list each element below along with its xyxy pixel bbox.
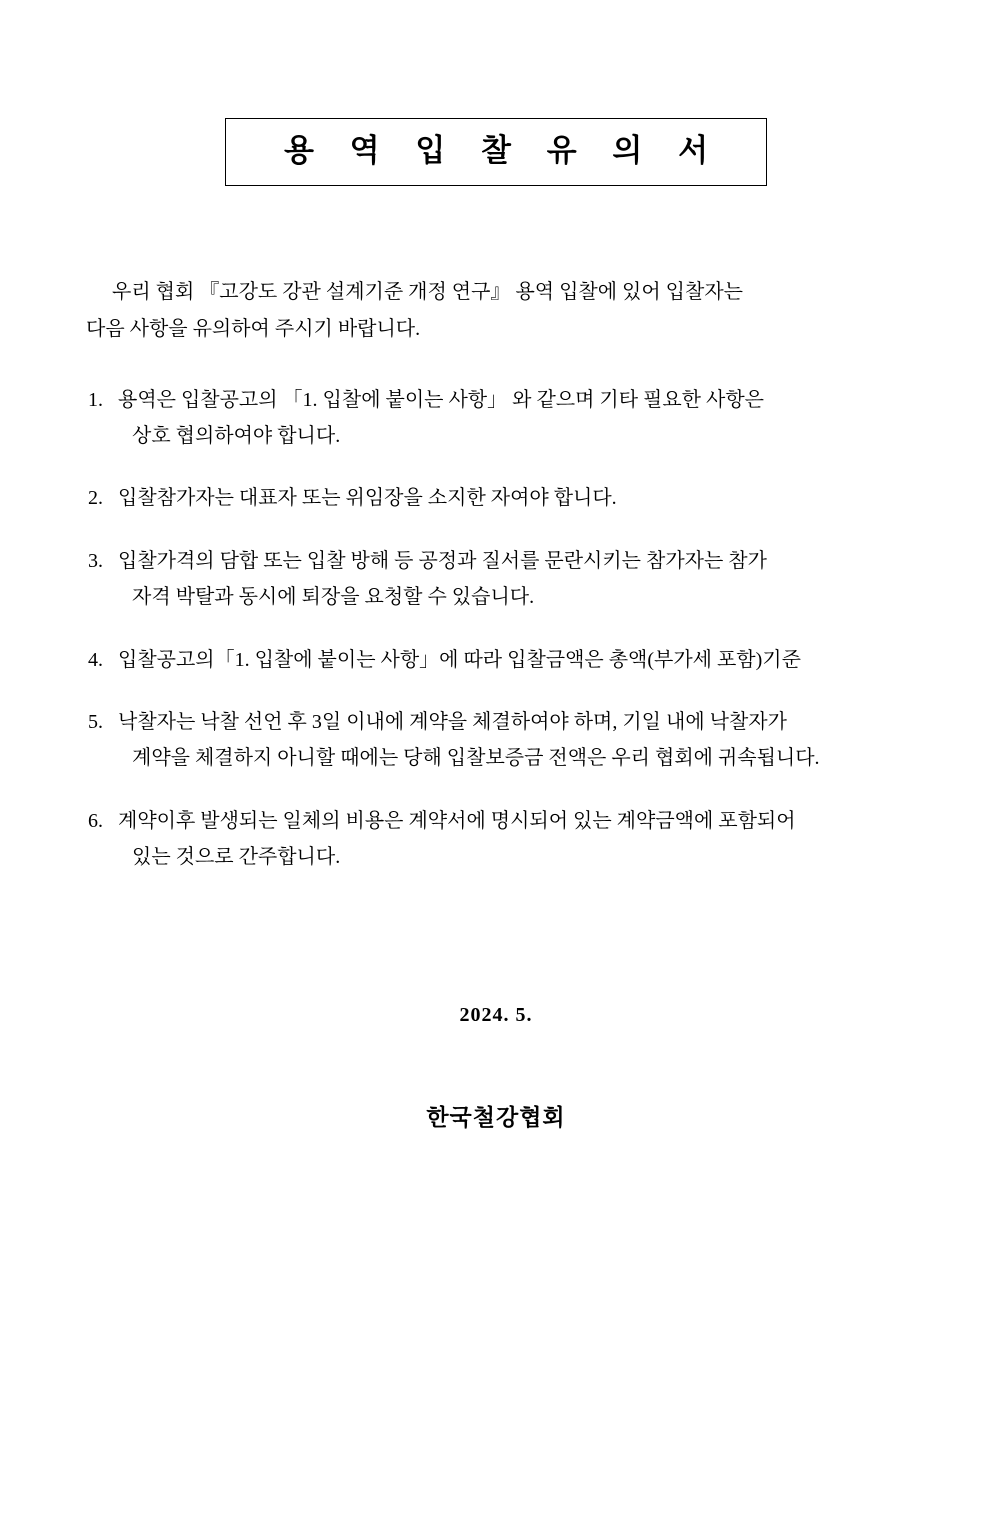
clause-number: 6. xyxy=(88,809,103,832)
document-page xyxy=(0,118,992,1521)
clause-line-1: 낙찰자는 낙찰 선언 후 3일 이내에 계약을 체결하여야 하며, 기일 내에 낙찰자가 xyxy=(118,710,787,733)
clause-line-1: 계약이후 발생되는 일체의 비용은 계약서에 명시되어 있는 계약금액에 포함되어 xyxy=(118,809,796,832)
clause-text xyxy=(118,480,906,516)
clause-number: 5. xyxy=(88,710,103,733)
clause-line-1: 용역은 입찰공고의 「1. 입찰에 붙이는 사항」 와 같으며 기타 필요한 사항은 xyxy=(118,388,764,411)
clause-line-2: 상호 협의하여야 합니다. xyxy=(132,425,341,448)
issuing-organization: 한국철강협회 xyxy=(426,1104,566,1130)
clause-item xyxy=(86,704,906,777)
clause-number: 1. xyxy=(88,388,103,411)
title-container xyxy=(0,118,992,186)
clause-item xyxy=(86,803,906,876)
intro-paragraph xyxy=(86,274,906,348)
clause-text xyxy=(118,543,906,616)
clause-line-1: 입찰공고의「1. 입찰에 붙이는 사항」에 따라 입찰금액은 총액(부가세 포함)기준 xyxy=(118,648,801,671)
intro-line-2: 다음 사항을 유의하여 주시기 바랍니다. xyxy=(86,317,421,340)
document-date: 2024. 5. xyxy=(459,1003,533,1026)
clause-item xyxy=(86,642,906,678)
clause-text xyxy=(118,803,906,876)
clause-list xyxy=(86,382,906,876)
clause-number: 2. xyxy=(88,487,103,510)
clause-text xyxy=(118,704,906,777)
clause-text xyxy=(118,642,906,678)
clause-number: 4. xyxy=(88,648,103,671)
intro-line-1: 우리 협회 『고강도 강관 설계기준 개정 연구』 용역 입찰에 있어 입찰자는 xyxy=(112,280,743,303)
clause-item xyxy=(86,543,906,616)
clause-line-2: 계약을 체결하지 아니할 때에는 당해 입찰보증금 전액은 우리 협회에 귀속됩니다. xyxy=(132,747,820,770)
document-body xyxy=(0,274,992,1132)
clause-item xyxy=(86,382,906,455)
page-title: 용 역 입 찰 유 의 서 xyxy=(283,133,723,168)
clause-line-2: 있는 것으로 간주합니다. xyxy=(132,846,341,869)
clause-item xyxy=(86,480,906,516)
title-box xyxy=(225,118,767,186)
clause-line-1: 입찰참가자는 대표자 또는 위임장을 소지한 자여야 합니다. xyxy=(118,487,617,510)
clause-text xyxy=(118,382,906,455)
clause-line-2: 자격 박탈과 동시에 퇴장을 요청할 수 있습니다. xyxy=(132,586,535,609)
clause-number: 3. xyxy=(88,549,103,572)
clause-line-1: 입찰가격의 담합 또는 입찰 방해 등 공정과 질서를 문란시키는 참가자는 참가 xyxy=(118,549,767,572)
